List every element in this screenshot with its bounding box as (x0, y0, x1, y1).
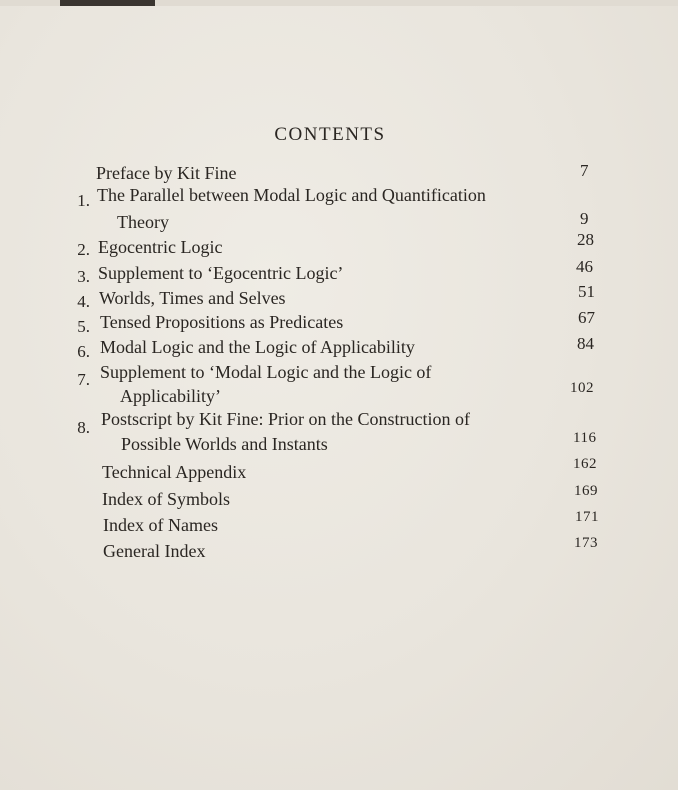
entry-title-continued: Applicability’ (120, 386, 221, 406)
toc-entry-1 (0, 182, 678, 232)
entry-title-continued: Possible Worlds and Instants (121, 434, 328, 454)
entry-page-number: 7 (580, 161, 589, 180)
entry-title: Preface by Kit Fine (96, 163, 237, 183)
entry-page-number: 9 (580, 209, 589, 228)
entry-title: Egocentric Logic (98, 237, 223, 257)
toc-entry-6 (0, 336, 678, 362)
entry-number: 1. (77, 191, 90, 210)
entry-title: Tensed Propositions as Predicates (100, 312, 344, 332)
entry-number: 3. (77, 267, 90, 286)
entry-title: General Index (103, 541, 206, 561)
entry-page-number: 46 (576, 257, 593, 276)
entry-page-number: 162 (573, 456, 597, 472)
entry-title: Technical Appendix (102, 462, 247, 482)
entry-number: 7. (77, 370, 90, 389)
toc-entry-8 (0, 408, 678, 454)
entry-number: 4. (77, 292, 90, 311)
entry-number: 2. (77, 240, 90, 259)
entry-page-number: 116 (573, 430, 597, 446)
entry-page-number: 51 (578, 282, 595, 301)
entry-title: The Parallel between Modal Logic and Quantification (97, 185, 486, 205)
entry-page-number: 67 (578, 308, 595, 327)
entry-page-number: 171 (575, 509, 599, 525)
entry-number: 5. (77, 317, 90, 336)
entry-title: Index of Symbols (102, 489, 230, 509)
entry-title-continued: Theory (117, 212, 169, 232)
toc-entry-4 (0, 282, 678, 312)
toc-entry-3 (0, 257, 678, 287)
entry-title: Supplement to ‘Modal Logic and the Logic of (100, 362, 432, 382)
entry-page-number: 102 (570, 380, 594, 396)
entry-title: Supplement to ‘Egocentric Logic’ (98, 263, 344, 283)
entry-title: Modal Logic and the Logic of Applicability (100, 337, 415, 357)
entry-title: Postscript by Kit Fine: Prior on the Construction of (101, 409, 470, 429)
entry-page-number: 84 (577, 334, 594, 353)
entry-title: Worlds, Times and Selves (99, 288, 286, 308)
toc-entry-general-index (0, 535, 678, 567)
entry-page-number: 169 (574, 483, 598, 499)
book-page (0, 6, 678, 790)
entry-number: 8. (77, 418, 90, 437)
entry-title: Index of Names (103, 515, 218, 535)
toc-entry-7 (0, 362, 678, 406)
entry-page-number: 28 (577, 230, 594, 249)
contents-heading: CONTENTS (274, 124, 386, 145)
entry-page-number: 173 (574, 535, 598, 551)
entry-number: 6. (77, 342, 90, 361)
toc-entry-preface (0, 156, 678, 182)
